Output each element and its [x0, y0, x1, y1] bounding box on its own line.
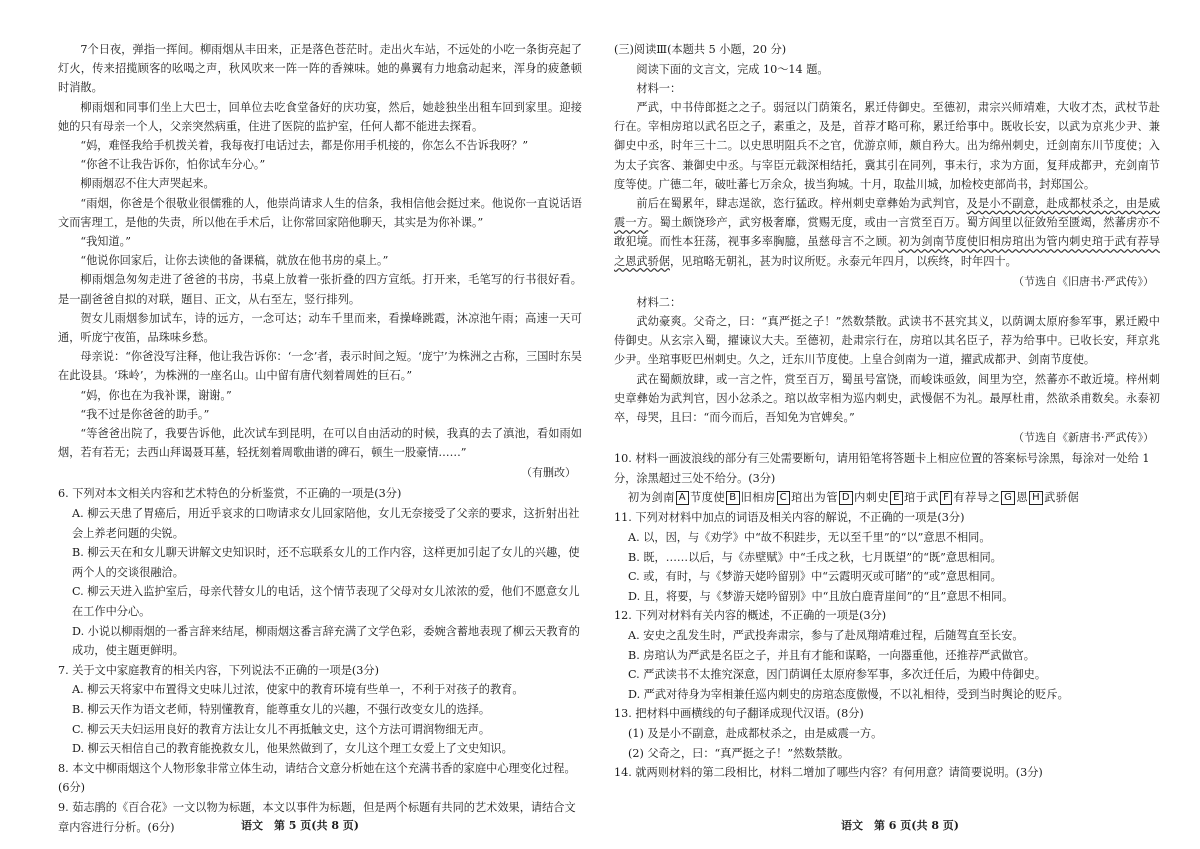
- material2-text: [614, 312, 1160, 427]
- answer-option: D. 小说以柳雨烟的一番言辞来结尾，柳雨烟这番言辞充满了文学色彩，委婉含蓄地表现了柳云天教育的成功，使主题更鲜明。: [72, 624, 580, 658]
- question-stem: 7. 关于文中家庭教育的相关内容，下列说法不正确的一项是(3分): [58, 663, 379, 677]
- answer-option: C. 或，有时，与《梦游天姥吟留别》中“云霞明灭或可睹”的“或”意思相同。: [628, 570, 1002, 584]
- answer-option: D. 严武对待身为宰相兼任巡内刺史的房琯态度傲慢，不以礼相待，受到当时舆论的贬斥。: [628, 687, 1069, 701]
- story-paragraph: 柳雨烟和同事们坐上大巴士，回单位去吃食堂备好的庆功宴，然后，她趁独坐出租车回到家里。迎接她的只有母亲一个人，父亲突然病重，住进了医院的监护室，任何人都不能进去探看。: [58, 100, 582, 133]
- q10-segment-text: 武骄倨: [1044, 491, 1080, 505]
- answer-option: D. 且，将要，与《梦游天姥吟留别》中“且放白鹿青崖间”的“且”意思不相同。: [628, 589, 1014, 603]
- right-page: [600, 0, 1200, 849]
- q10-segment-line: [614, 488, 1160, 508]
- question-stem: 9. 茹志鹃的《百合花》一文以物为标题，本文以事件为标题，但是两个标题有共同的艺术效果，请结合文章内容进行分析。(6分): [58, 800, 576, 834]
- answer-box[interactable]: D: [839, 491, 853, 505]
- story-paragraph: 柳雨烟急匆匆走进了爸爸的书房，书桌上放着一张折叠的四方宣纸。打开来，毛笔写的行书很好看。是一副爸爸自拟的对联，题目、正文，从右至左，竖行排列。: [58, 273, 582, 306]
- answer-option: A. 以，因，与《劝学》中“故不积跬步，无以至千里”的“以”意思不相同。: [628, 531, 991, 545]
- m1p2-before: 前后在蜀累年，肆志逞欲，恣行猛政。梓州刺史章彝始为武判官，: [636, 197, 967, 211]
- page-footer-left: 语文 第 5 页(共 8 页): [240, 819, 360, 832]
- story-paragraph: “你爸不让我告诉你，怕你试车分心。”: [80, 158, 266, 172]
- story-paragraph: “妈，你也在为我补课，谢谢。”: [80, 388, 232, 402]
- answer-option: B. 既，……以后，与《赤壁赋》中“壬戌之秋，七月既望”的“既”意思相同。: [628, 550, 1002, 564]
- story-paragraph: “雨烟，你爸是个很敬业很儒雅的人，他崇尚请求人生的信条，我相信他会挺过来。他说你一直说话语文而害理工，是他的失责，所以他在手术后，让你常回家陪他聊天，其实是为你补课。”: [58, 196, 582, 229]
- answer-option: A. 柳云天患了胃癌后，用近乎哀求的口吻请求女儿回家陪他，女儿无奈接受了父亲的要求，这折射出社会上养老问题的尖锐。: [72, 507, 580, 540]
- answer-box[interactable]: A: [676, 491, 689, 505]
- answer-box[interactable]: B: [726, 491, 739, 505]
- story-paragraph: “他说你回家后，让你去读他的备课稿，就放在他书房的桌上。”: [80, 254, 389, 268]
- questions-10-14: [614, 449, 1160, 783]
- answer-option: D. 柳云天相信自己的教育能挽救女儿，他果然做到了，女儿这个理工女爱上了文史知识。: [72, 742, 513, 756]
- answer-option: A. 柳云天将家中布置得文史味儿过浓，使家中的教育环境有些单一，不利于对孩子的教育。: [72, 683, 524, 697]
- answer-box[interactable]: G: [1001, 491, 1015, 505]
- story-paragraph: 母亲说：“你爸没写注释，他让我告诉你：‘一念’者，表示时间之短。‘庞宁’为株洲之古称，三国时东吴在此设县。‘珠岭’，为株洲的一座名山。山中留有唐代刻着周姓的巨石。”: [58, 350, 582, 383]
- question-stem: 10. 材料一画波浪线的部分有三处需要断句，请用铅笔将答题卡上相应位置的答案标号涂黑，每涂对一处给 1 分，涂黑超过三处不给分。(3分): [614, 452, 1150, 485]
- story-paragraph: 贺女儿雨烟参加试车，诗的远方，一念可达；动车千里而来，看操峰跳霞，沐凉池午雨；高速一天可通，听庞宁夜笛，品珠味乡愁。: [58, 311, 582, 345]
- source-1: （节选自《旧唐书·严武传》）: [1013, 274, 1154, 288]
- answer-option: (2) 父奇之，曰：“真严挺之子！”然数禁散。: [628, 746, 850, 760]
- q10-segment-text: 节度使: [690, 491, 726, 505]
- underlined-sentence-1: 及是小不副意，赴成都杖杀之，由是威震一方: [614, 197, 1160, 230]
- question-stem: 8. 本文中柳雨烟这个人物形象非常立体生动，请结合文意分析她在这个充满书香的家庭中心理变化过程。(6分): [58, 761, 576, 795]
- q10-segment-text: 旧相房: [740, 491, 776, 505]
- story-paragraph: 柳雨烟忍不住大声哭起来。: [80, 177, 215, 191]
- material1-paragraph-2: [614, 194, 1160, 271]
- section-instruction: 阅读下面的文言文，完成 10～14 题。: [636, 62, 829, 76]
- q10-segment-text: 内刺史: [854, 491, 890, 505]
- material2-paragraph: 武在蜀颇放肆，或一言之忤，赏至百万，蜀虽号富饶，而峻诛亟敛，闾里为空，然蕃亦不敢近境。梓州刺史章彝始为武判官，因小忿杀之。琯以故宰相为巡内刺史，武慢倨不为礼。最厚杜甫，然欲杀甫数矣。永泰初卒，母哭，且曰：“而今而后，吾知免为官婢矣。”: [614, 372, 1160, 425]
- answer-option: (1) 及是小不副意，赴成都杖杀之，由是威震一方。: [628, 726, 883, 740]
- q10-segment-text: 琯出为管: [791, 491, 838, 505]
- q10-segment-text: 恩: [1016, 491, 1029, 505]
- answer-option: C. 严武读书不太推究深意，因门荫调任太原府参军事，多次迁任后，为殿中侍御史。: [628, 668, 1047, 682]
- material2-paragraph: 武幼豪爽。父奇之，曰：“真严挺之子！”然数禁散。武读书不甚究其义，以荫调太原府参军事，累迁殿中侍御史。从玄宗入蜀，擢谏议大夫。至德初，赴肃宗行在，房琯以其名臣子，荐为给事中。已收长安，拜京兆少尹。坐琯事贬巴州刺史。久之，迁东川节度使。上皇合剑南为一道，擢武成都尹、剑南节度使。: [614, 315, 1160, 367]
- story-text: [58, 40, 582, 462]
- question-stem: 6. 下列对本文相关内容和艺术特色的分析鉴赏，不正确的一项是(3分): [58, 487, 402, 501]
- material1-paragraph: 严武，中书侍郎挺之之子。弱冠以门荫策名，累迁侍御史。至德初，肃宗兴师靖难，大收才杰，武杖节赴行在。宰相房琯以武名臣之子，素重之，及是，首荐才略可称，累迁给事中。既收长安，以武为京兆少尹、兼御史中丞，时年三十二。以史思明阻兵不之官，优游京师，颇自矜大。出为绵州刺史，迁剑南东川节度使；入为太子宾客、兼御史中丞。与宰臣元载深相结托，冀其引在同列，事未行，求为方面，复拜成都尹，充剑南节度等使。广德二年，破吐蕃七万余众，拔当狗城。十月，取盐川城，加检校吏部尚书，封郑国公。: [614, 101, 1160, 191]
- question-stem: 12. 下列对材料有关内容的概述，不正确的一项是(3分): [614, 609, 887, 623]
- question-stem: 13. 把材料中画横线的句子翻译成现代汉语。(8分): [614, 707, 864, 721]
- answer-option: B. 柳云天作为语文老师，特别懂教育，能尊重女儿的兴趣，不强行改变女儿的选择。: [72, 703, 491, 716]
- questions-6-9: [58, 484, 582, 837]
- material1-text: [614, 98, 1160, 194]
- question-stem: 11. 下列对材料中加点的词语及相关内容的解说，不正确的一项是(3分): [614, 511, 965, 525]
- material2-label: 材料二：: [636, 295, 682, 309]
- answer-box[interactable]: E: [890, 491, 903, 505]
- answer-option: B. 柳云天在和女儿聊天讲解文史知识时，还不忘联系女儿的工作内容，这样更加引起了女儿的兴趣，使两个人的交谈很融洽。: [72, 546, 580, 579]
- answer-option: A. 安史之乱发生时，严武投奔肃宗，参与了赴凤翔靖难过程，后随驾直至长安。: [628, 629, 1024, 642]
- material1-label: 材料一：: [636, 81, 682, 95]
- edit-note: （有删改）: [521, 466, 576, 480]
- answer-box[interactable]: H: [1029, 491, 1043, 505]
- m1p2-middle: 。蜀土颇饶珍产，武穷极奢靡，赏赐无度，或由一言赏至百万。蜀方闾里以征敛殆至匮竭，然蕃虏亦不敢犯境。而性本狂荡，视事多率胸臆，虽慈母言不之顾。: [614, 216, 1160, 249]
- q10-segment-text: 初为剑南: [628, 491, 675, 505]
- answer-option: C. 柳云天夫妇运用良好的教育方法让女儿不再抵触文史，这个方法可谓润物细无声。: [72, 722, 491, 736]
- question-stem: 14. 就两则材料的第二段相比，材料二增加了哪些内容？有何用意？请简要说明。(3分): [614, 766, 1043, 780]
- m1p2-after: ，见琯略无朝礼，甚为时议所贬。永泰元年四月，以疾终，时年四十。: [669, 254, 1017, 268]
- story-paragraph: “我不过是你爸爸的助手。”: [80, 407, 210, 421]
- story-paragraph: “我知道。”: [80, 235, 131, 249]
- story-paragraph: “妈，难怪我给手机拨关着，我每夜打电话过去，都是你用手机接的，你怎么不告诉我呀？”: [80, 139, 529, 153]
- answer-box[interactable]: F: [940, 491, 952, 505]
- answer-box[interactable]: C: [777, 491, 790, 505]
- story-paragraph: 7个日夜，弹指一挥间。柳雨烟从丰田来，正是落色苍茫时。走出火车站，不远处的小吃一条街亮起了灯火，传来招揽顾客的吆喝之声，秋风吹来一阵一阵的香辣味。她的鼻翼有力地翕动起来，浑身的疲惫顿时消散。: [58, 43, 582, 95]
- source-2: （节选自《新唐书·严武传》）: [1013, 431, 1154, 445]
- wavy-line-passage: 初为剑南节度使旧相房琯出为管内刺史琯于武有荐导之恩武骄倨: [614, 235, 1160, 268]
- section-title: (三)阅读Ⅲ(本题共 5 小题，20 分): [614, 43, 787, 56]
- answer-option: B. 房琯认为严武是名臣之子，并且有才能和谋略，一向器重他，还推荐严武做官。: [628, 648, 1035, 662]
- answer-option: C. 柳云天进入监护室后，母亲代替女儿的电话，这个情节表现了父母对女儿浓浓的爱，他们不愿意女儿在工作中分心。: [72, 585, 580, 619]
- story-paragraph: “等爸爸出院了，我要告诉他，此次试车到昆明，在可以自由活动的时候，我真的去了滇池，看如雨如烟，若有若无；去西山拜谒聂耳墓，轻抚刻着周歌曲谱的碑石，顿生一股豪情……”: [58, 427, 582, 460]
- q10-segment-text: 琯于武: [904, 491, 940, 505]
- page-footer-right: 语文 第 6 页(共 8 页): [840, 819, 960, 832]
- q10-segment-text: 有荐导之: [953, 491, 1001, 505]
